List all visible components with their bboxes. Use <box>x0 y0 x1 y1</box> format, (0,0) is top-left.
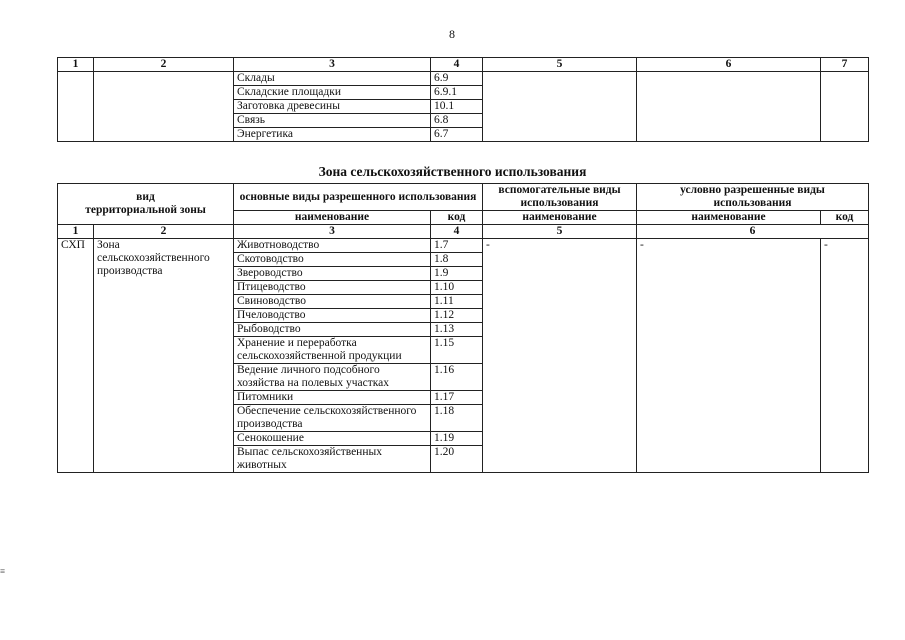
name-header: наименование <box>637 211 821 225</box>
col-number: 2 <box>94 58 234 72</box>
col-number: 5 <box>483 225 637 239</box>
col-number: 5 <box>483 58 637 72</box>
empty-cell <box>483 72 637 142</box>
col-number: 6 <box>637 58 821 72</box>
main-uses-header: основные виды разрешенного использования <box>234 184 483 211</box>
page-number: 8 <box>449 27 455 41</box>
use-name: Выпас сельскохозяйственных животных <box>234 446 431 473</box>
empty-cell <box>637 72 821 142</box>
use-name: Заготовка древесины <box>234 100 431 114</box>
use-code: 1.11 <box>431 295 483 309</box>
use-name: Рыбоводство <box>234 323 431 337</box>
use-code: 6.9.1 <box>431 86 483 100</box>
use-code: 1.7 <box>431 239 483 253</box>
empty-cell <box>821 72 869 142</box>
cond-name-value: - <box>637 239 821 473</box>
use-name: Животноводство <box>234 239 431 253</box>
use-name: Склады <box>234 72 431 86</box>
zone-title: Зона сельскохозяйственного использования <box>318 164 587 179</box>
column-number-row <box>58 225 869 239</box>
use-name: Хранение и переработка сельскохозяйственной продукции <box>234 337 431 364</box>
use-code: 1.10 <box>431 281 483 295</box>
table-row <box>58 239 869 253</box>
use-code: 1.17 <box>431 391 483 405</box>
table-row <box>58 72 869 86</box>
col-number: 3 <box>234 225 431 239</box>
use-code: 1.12 <box>431 309 483 323</box>
col-number: 3 <box>234 58 431 72</box>
col-number: 1 <box>58 225 94 239</box>
aux-uses-header: вспомогательные виды использования <box>483 184 637 211</box>
use-code: 10.1 <box>431 100 483 114</box>
use-name: Пчеловодство <box>234 309 431 323</box>
code-header: код <box>431 211 483 225</box>
empty-cell <box>94 72 234 142</box>
zone-name: Зона сельскохозяйственного производства <box>94 239 234 473</box>
col-number: 1 <box>58 58 94 72</box>
zone-code: СХП <box>58 239 94 473</box>
use-code: 6.9 <box>431 72 483 86</box>
col-number: 7 <box>821 58 869 72</box>
use-code: 1.18 <box>431 405 483 432</box>
use-code: 1.13 <box>431 323 483 337</box>
col-number: 6 <box>637 225 869 239</box>
col-number: 4 <box>431 58 483 72</box>
name-header: наименование <box>483 211 637 225</box>
use-name: Звероводство <box>234 267 431 281</box>
continuation-table <box>57 57 869 142</box>
empty-cell <box>58 72 94 142</box>
use-code: 6.7 <box>431 128 483 142</box>
use-name: Складские площадки <box>234 86 431 100</box>
cond-uses-header: условно разрешенные виды использования <box>637 184 869 211</box>
use-code: 1.16 <box>431 364 483 391</box>
use-name: Обеспечение сельскохозяйственного производства <box>234 405 431 432</box>
use-name: Птицеводство <box>234 281 431 295</box>
use-code: 6.8 <box>431 114 483 128</box>
col-number: 4 <box>431 225 483 239</box>
header-row <box>58 184 869 211</box>
use-code: 1.19 <box>431 432 483 446</box>
use-code: 1.15 <box>431 337 483 364</box>
use-name: Связь <box>234 114 431 128</box>
use-name: Свиноводство <box>234 295 431 309</box>
use-name: Сенокошение <box>234 432 431 446</box>
use-name: Энергетика <box>234 128 431 142</box>
use-name: Питомники <box>234 391 431 405</box>
use-code: 1.20 <box>431 446 483 473</box>
zone-table <box>57 183 869 473</box>
use-code: 1.8 <box>431 253 483 267</box>
code-header: код <box>821 211 869 225</box>
zone-type-header: вид территориальной зоны <box>58 184 234 225</box>
use-name: Ведение личного подсобного хозяйства на полевых участках <box>234 364 431 391</box>
aux-value: - <box>483 239 637 473</box>
use-code: 1.9 <box>431 267 483 281</box>
cond-code-value: - <box>821 239 869 473</box>
margin-mark: ≡ <box>0 566 6 576</box>
col-number: 2 <box>94 225 234 239</box>
use-name: Скотоводство <box>234 253 431 267</box>
column-number-row <box>58 58 869 72</box>
name-header: наименование <box>234 211 431 225</box>
